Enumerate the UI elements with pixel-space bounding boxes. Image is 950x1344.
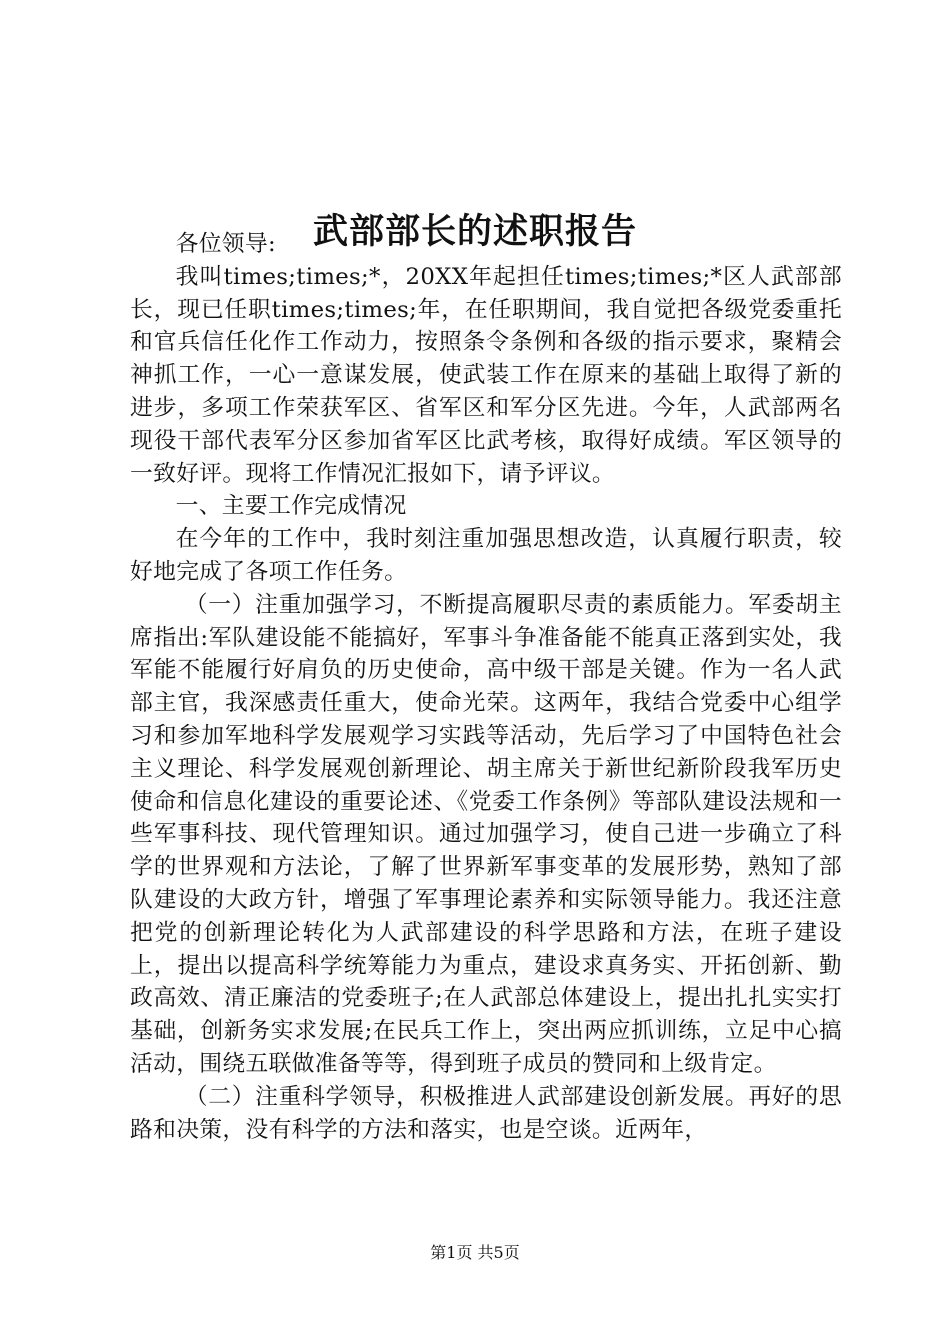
intro-paragraph: 我叫times;times;*，20XX年起担任times;times;*区人武部部长，现已任职times;times;年，在任职期间，我自觉把各级党委重托和官兵信任化作工作动力，按照条令条例和各级的指示要求，聚精会神抓工作，一心一意谋发展，使武装工作在原来的基础上取得了新的进步，多项工作荣获军区、省军区和军分区先进。今年，人武部两名现役干部代表军分区参加省军区比武考核，取得好成绩。军区领导的一致好评。现将工作情况汇报如下，请予评议。 <box>130 263 842 487</box>
page-footer: 第1页 共5页 <box>430 1243 520 1262</box>
section-intro-paragraph: 在今年的工作中，我时刻注重加强思想改造，认真履行职责，较好地完成了各项工作任务。 <box>130 526 842 585</box>
salutation: 各位领导: <box>175 231 276 257</box>
document-title: 武部部长的述职报告 <box>312 211 637 253</box>
subsection-1-paragraph: （一）注重加强学习，不断提高履职尽责的素质能力。军委胡主席指出:军队建设能不能搞好，军事斗争准备能不能真正落到实处，我军能不能履行好肩负的历史使命，高中级干部是关键。作为一名人武部主官，我深感责任重大，使命光荣。这两年，我结合党委中心组学习和参加军地科学发展观学习实践等活动，先后学习了中国特色社会主义理论、科学发展观创新理论、胡主席关于新世纪新阶段我军历史使命和信息化建设的重要论述、《党委工作条例》等部队建设法规和一些军事科技、现代管理知识。通过加强学习，使自己进一步确立了科学的世界观和方法论，了解了世界新军事变革的发展形势，熟知了部队建设的大政方针，增强了军事理论素养和实际领导能力。我还注意把党的创新理论转化为人武部建设的科学思路和方法，在班子建设上，提出以提高科学统筹能力为重点，建设求真务实、开拓创新、勤政高效、清正廉洁的党委班子;在人武部总体建设上，提出扎扎实实打基础，创新务实求发展;在民兵工作上，突出两应抓训练，立足中心搞活动，围绕五联做准备等等，得到班子成员的赞同和上级肯定。 <box>130 591 842 1077</box>
section-heading: 一、主要工作完成情况 <box>175 493 407 520</box>
document-body <box>130 228 842 1146</box>
subsection-2-paragraph: （二）注重科学领导，积极推进人武部建设创新发展。再好的思路和决策，没有科学的方法和落实，也是空谈。近两年， <box>130 1083 842 1143</box>
